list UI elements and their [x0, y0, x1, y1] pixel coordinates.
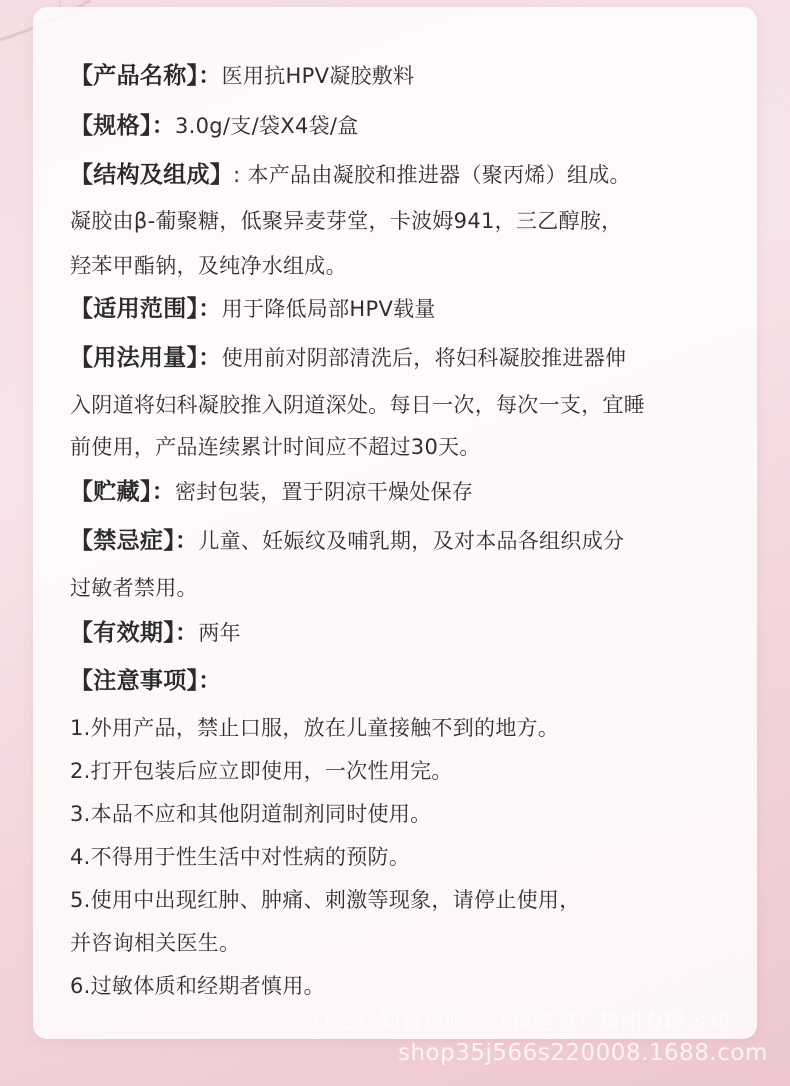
spec-value: 3.0g/支/袋X4袋/盒: [175, 114, 359, 138]
validity-row: [70, 618, 241, 648]
contraindication-line-2: 过敏者禁用。: [70, 576, 198, 600]
note-item: 并咨询相关医生。: [70, 931, 241, 955]
spec-label: 【规格】：: [70, 113, 175, 139]
contraindication-value: 儿童、妊娠纹及哺乳期，及对本品各组织成分: [198, 529, 625, 553]
usage-line-2: 入阴道将妇科凝胶推入阴道深处。每日一次，每次一支，宜睡: [70, 393, 646, 417]
storage-value: 密封包装，置于阴凉干燥处保存: [175, 480, 474, 504]
storage-row: [70, 477, 473, 507]
scope-label: 【适用范围】：: [70, 296, 222, 322]
scope-value: 用于降低局部HPV载量: [221, 297, 436, 321]
note-item: 1.外用产品，禁止口服，放在儿童接触不到的地方。: [70, 716, 560, 740]
note-item: 5.使用中出现红肿、肿痛、刺激等现象，请停止使用，: [70, 888, 581, 912]
note-item: 2.打开包装后应立即使用，一次性用完。: [70, 759, 453, 783]
company-watermark: 红芯后勤管理服务（福建省）集团有限公司: [313, 1009, 731, 1033]
structure-value: : 本产品由凝胶和推进器（聚丙烯）组成。: [233, 163, 631, 187]
note-item: 4.不得用于性生活中对性病的预防。: [70, 845, 411, 869]
product-name-value: 医用抗HPV凝胶敷料: [221, 64, 415, 88]
spec-row: [70, 111, 359, 141]
structure-line-2: 凝胶由β-葡聚糖，低聚异麦芽堂，卡波姆941，三乙醇胺，: [70, 209, 623, 233]
product-name-label: 【产品名称】：: [70, 63, 222, 89]
shop-url-watermark: shop35j566s220008.1688.com: [398, 1040, 768, 1066]
contraindication-label: 【禁忌症】：: [70, 528, 199, 554]
product-name-row: [70, 61, 414, 91]
validity-label: 【有效期】：: [70, 620, 199, 646]
structure-label: 【结构及组成】: [70, 162, 234, 188]
notes-label: 【注意事项】：: [70, 668, 222, 694]
usage-row: [70, 343, 626, 373]
usage-line-3: 前使用，产品连续累计时间应不超过30天。: [70, 435, 481, 459]
notes-heading: [70, 666, 222, 696]
usage-value: 使用前对阴部清洗后，将妇科凝胶推进器伸: [221, 346, 627, 370]
storage-label: 【贮藏】：: [70, 479, 175, 505]
structure-line-3: 羟苯甲酯钠，及纯净水组成。: [70, 254, 347, 278]
validity-value: 两年: [198, 621, 241, 645]
note-item: 6.过敏体质和经期者慎用。: [70, 974, 325, 998]
note-item: 3.本品不应和其他阴道制剂同时使用。: [70, 802, 432, 826]
scope-row: [70, 294, 436, 324]
contraindication-row: [70, 526, 624, 556]
structure-row: [70, 160, 631, 190]
usage-label: 【用法用量】：: [70, 345, 222, 371]
